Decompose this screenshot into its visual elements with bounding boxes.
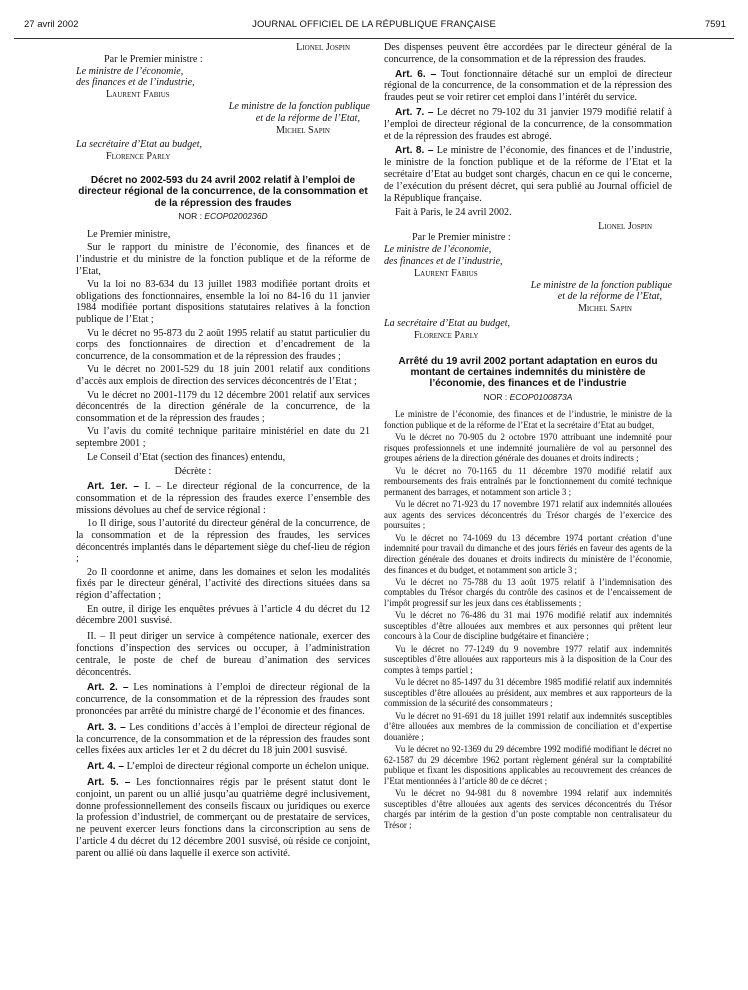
- art5-label: Art. 5. –: [87, 776, 131, 788]
- decret-para-2: Vu la loi no 83-634 du 13 juillet 1983 modifiée portant droits et obligations des fonctionnaires, ensemble la loi no 84-16 du 11 janvier 1984 modifiée portant dispositions statutaires relatives à la fonction publique de l’Etat ;: [76, 278, 370, 326]
- page-header: [14, 16, 734, 39]
- minister-fp-line1-2: Le ministre de la fonction publique: [530, 279, 672, 291]
- art6-text: Tout fonctionnaire détaché sur un emploi de directeur régional de la concurrence, de la consommation et de la répression des fraudes peut se voir retirer cet emploi dans l’intérêt du service.: [384, 68, 672, 104]
- nor-label-2: NOR :: [483, 391, 508, 402]
- minister-fp-name: Michel Sapin: [275, 124, 330, 136]
- page-number: 7591: [704, 19, 726, 30]
- art1-text: I. – Le directeur régional de la concurrence, de la consommation et de la répression des fraudes exerce l’ensemble des missions dévolues au chef de service régional :: [76, 481, 371, 516]
- art7-text: Le décret no 79-102 du 31 janvier 1979 modifié relatif à l’emploi de directeur régional de la concurrence, de la consommation et de la répression des fraudes est abrogé.: [384, 106, 672, 142]
- minister-economy-line2: des finances et de l’industrie,: [76, 77, 195, 89]
- art7-label: Art. 7. –: [395, 106, 434, 118]
- signature-block-1: [76, 42, 370, 163]
- art8-label: Art. 8. –: [395, 145, 434, 157]
- art1-para-5: II. – Il peut diriger un service à compétence nationale, exercer des fonctions d’inspection des services ou occuper, à l’administration centrale, le poste de chef de bureau d’animation des services déconcentrés.: [76, 631, 370, 678]
- decret-title: Décret no 2002-593 du 24 avril 2002 relatif à l’emploi de directeur régional de la concurrence, de la consommation et de la répression des fraudes: [78, 174, 368, 209]
- decret-para-6: Vu l’avis du comité technique paritaire ministériel en date du 21 septembre 2001 ;: [76, 426, 370, 450]
- art2-label: Art. 2. –: [87, 682, 129, 694]
- art1-para-2: 1o Il dirige, sous l’autorité du directeur général de la concurrence, de la consommation et de la répression des fraudes, les services déconcentrés implantés dans le département siège du chef-lieu de région ;: [76, 517, 370, 565]
- left-column: [76, 42, 370, 861]
- art6-label: Art. 6. –: [395, 68, 437, 80]
- art4-text: L’emploi de directeur régional comporte un échelon unique.: [126, 761, 369, 773]
- minister-economy-name-2: Laurent Fabius: [414, 267, 478, 279]
- journal-title: JOURNAL OFFICIEL DE LA RÉPUBLIQUE FRANÇAISE: [252, 19, 496, 30]
- dispenses-para: Des dispenses peuvent être accordées par le directeur général de la concurrence, de la consommation et de la répression des fraudes.: [384, 42, 672, 65]
- art1-para-3: 2o Il coordonne et anime, dans les domaines et selon les modalités fixés par le directeur général, l’activité des directions situées dans sa région d’affectation ;: [76, 566, 370, 602]
- right-column: [384, 42, 672, 832]
- minister-economy-line1-2: Le ministre de l’économie,: [384, 244, 492, 256]
- arrete-para-9: Vu le décret no 91-691 du 18 juillet 1991 relatif aux indemnités susceptibles d’être allouées aux membres de la commission de conciliation et d’expertise douanière ;: [384, 710, 672, 742]
- arrete-nor: [384, 392, 672, 404]
- minister-fp-line2: et de la réforme de l’Etat,: [255, 112, 360, 124]
- secretary-name-2: Florence Parly: [414, 329, 479, 341]
- article-6: [384, 69, 672, 104]
- art5-text: Les fonctionnaires régis par le présent statut dont le conjoint, un parent ou un allié jusqu’au quatrième degré inclusivement, donne professionnellement des conseils fiscaux ou juridiques ou exerce la profession d’industriel, de commerçant ou de prestataire de services, ne peuvent exercer leurs fonctions dans la circonscription au sens de l’article 4 du décret du 12 décembre 2001 susvisé, où réside ce conjoint, parent ou allié où dans laquelle il exerce son activité.: [76, 776, 370, 859]
- secretary-line-2: La secrétaire d’Etat au budget,: [384, 318, 511, 330]
- nor-code-2: ECOP0100873A: [509, 391, 573, 402]
- par-premier-ministre-2: Par le Premier ministre :: [412, 232, 511, 244]
- art1-label: Art. 1er. –: [87, 481, 139, 493]
- secretary-name: Florence Parly: [106, 151, 171, 163]
- art2-text: Les nominations à l’emploi de directeur régional de la concurrence, de la consommation et de la répression des fraudes sont prononcées par arrêté du ministre chargé de l’économie et des finances.: [76, 682, 370, 717]
- decret-para-0: Le Premier ministre,: [87, 228, 171, 240]
- arrete-para-10: Vu le décret no 92-1369 du 29 décembre 1992 modifié modifiant le décret no 62-1587 du 29 décembre 1962 portant règlement général sur la comptabilité publique et fixant les dispositions applicables au recouvrement des créances de l’Etat mentionnées à l’article 80 de ce décret ;: [384, 744, 672, 786]
- minister-fp-line2-2: et de la réforme de l’Etat,: [557, 291, 662, 303]
- nor-label: NOR :: [178, 210, 202, 221]
- art1-para-4: En outre, il dirige les enquêtes prévues à l’article 4 du décret du 12 décembre 2001 susvisé.: [76, 603, 370, 627]
- article-7: [384, 107, 672, 142]
- minister-fp-name-2: Michel Sapin: [577, 303, 632, 315]
- arrete-para-6: Vu le décret no 76-486 du 31 mai 1976 modifié relatif aux indemnités susceptibles d’être allouées aux membres et aux personnes qui prêtent leur concours à la Cour de discipline budgétaire et financière ;: [384, 610, 672, 642]
- arrete-para-7: Vu le décret no 77-1249 du 9 novembre 1977 relatif aux indemnités susceptibles d’être allouées aux rapporteurs mis à la disposition de la Cour des comptes à temps partiel ;: [384, 643, 672, 675]
- art3-text: Les conditions d’accès à l’emploi de directeur régional de la concurrence, de la consommation et de la répression des fraudes sont celles fixées aux articles 1er et 2 du décret du 18 juin 2001 susvisé.: [76, 721, 370, 757]
- decret-para-1: Sur le rapport du ministre de l’économie, des finances et de l’industrie et du ministre de la fonction publique et de la réforme de l’Etat,: [76, 241, 370, 277]
- arrete-para-11: Vu le décret no 94-981 du 8 novembre 1994 relatif aux indemnités susceptibles d’être allouées aux agents des services déconcentrés du Trésor chargés par intérim de la gestion d’un poste comptable non centralisateur du Trésor ;: [384, 788, 672, 831]
- fait-a-paris: Fait à Paris, le 24 avril 2002.: [395, 207, 512, 219]
- arrete-para-2: Vu le décret no 70-1165 du 11 décembre 1970 modifié relatif aux remboursements des frais entraînés par le fonctionnement du comité technique permanent des barrages, et notamment son article 3 ;: [384, 465, 672, 497]
- article-2: [76, 682, 370, 717]
- article-5: [76, 777, 370, 860]
- article-1: [76, 481, 370, 516]
- arrete-title: Arrêté du 19 avril 2002 portant adaptation en euros du montant de certaines indemnités du ministère de l’économie, des finances et de l’industrie: [398, 355, 658, 390]
- decret-para-3: Vu le décret no 95-873 du 2 août 1995 relatif au statut particulier du corps des fonctionnaires de direction et d’encadrement de la concurrence, de la consommation et de la répression des fraudes ;: [76, 327, 370, 363]
- minister-fp-line1: Le ministre de la fonction publique: [228, 100, 370, 112]
- arrete-para-5: Vu le décret no 75-788 du 13 août 1975 relatif à l’indemnisation des comptables du Trésor chargés du contrôle des casinos et de l’encaissement de l’impôt progressif sur les jeux dans ces établissements ;: [384, 576, 672, 608]
- arrete-para-0: Le ministre de l’économie, des finances et de l’industrie, le ministre de la fonction publique et de la réforme de l’Etat et la secrétaire d’Etat au budget,: [384, 409, 672, 430]
- article-3: [76, 722, 370, 757]
- decret-para-4: Vu le décret no 2001-529 du 18 juin 2001 relatif aux conditions d’accès aux emplois de direction des services déconcentrés de l’Etat ;: [76, 364, 370, 388]
- minister-economy-line1: Le ministre de l’économie,: [76, 65, 184, 77]
- article-4: [76, 761, 370, 773]
- minister-economy-line2-2: des finances et de l’industrie,: [384, 256, 503, 268]
- par-premier-ministre: Par le Premier ministre :: [104, 53, 203, 65]
- arrete-para-4: Vu le décret no 74-1069 du 13 décembre 1974 portant création d’une indemnité pour travail du dimanche et des jours fériés en faveur des agents de la direction générale des douanes et droits indirects du ministère de l’économie, des finances et du budget, et notamment son article 3 ;: [384, 532, 672, 575]
- art8-text: Le ministre de l’économie, des finances et de l’industrie, le ministre de la fonction publique et de la réforme de l’Etat et la secrétaire d’Etat au budget sont chargés, chacun en ce qui le concerne, de l’exécution du présent décret, qui sera publié au Journal officiel de la République française.: [384, 145, 672, 204]
- decret-para-7: Le Conseil d’Etat (section des finances) entendu,: [87, 451, 286, 463]
- pm-name: Lionel Jospin: [296, 42, 350, 53]
- arrete-para-1: Vu le décret no 70-905 du 2 octobre 1970 attribuant une indemnité pour risques professionnels et une indemnité journalière de vol au personnel des groupes aériens de la direction générale des douanes et droits indirects ;: [384, 432, 672, 464]
- art3-label: Art. 3. –: [87, 721, 126, 733]
- minister-economy-name: Laurent Fabius: [106, 89, 170, 101]
- pm-name-2: Lionel Jospin: [598, 220, 652, 232]
- nor-code: ECOP0200236D: [204, 210, 268, 221]
- article-8: [384, 145, 672, 204]
- decret-nor: [76, 211, 370, 223]
- arrete-para-3: Vu le décret no 71-923 du 17 novembre 1971 relatif aux indemnités allouées aux agents des services déconcentrés du Trésor chargés de l’exercice des poursuites ;: [384, 499, 672, 531]
- header-date: 27 avril 2002: [24, 19, 79, 30]
- art4-label: Art. 4. –: [87, 761, 125, 773]
- signature-block-2: [384, 221, 672, 342]
- secretary-line: La secrétaire d’Etat au budget,: [76, 139, 203, 151]
- decrete: Décrète :: [174, 466, 212, 478]
- arrete-para-8: Vu le décret no 85-1497 du 31 décembre 1985 modifié relatif aux indemnités susceptibles d’être allouées au président, aux membres et aux rapporteurs de la commission de la sécurité des consommateurs ;: [384, 677, 672, 709]
- decret-para-5: Vu le décret no 2001-1179 du 12 décembre 2001 relatif aux services déconcentrés de la direction générale de la concurrence, de la consommation et de la répression des fraudes ;: [76, 389, 370, 425]
- arrete-body: [384, 409, 672, 830]
